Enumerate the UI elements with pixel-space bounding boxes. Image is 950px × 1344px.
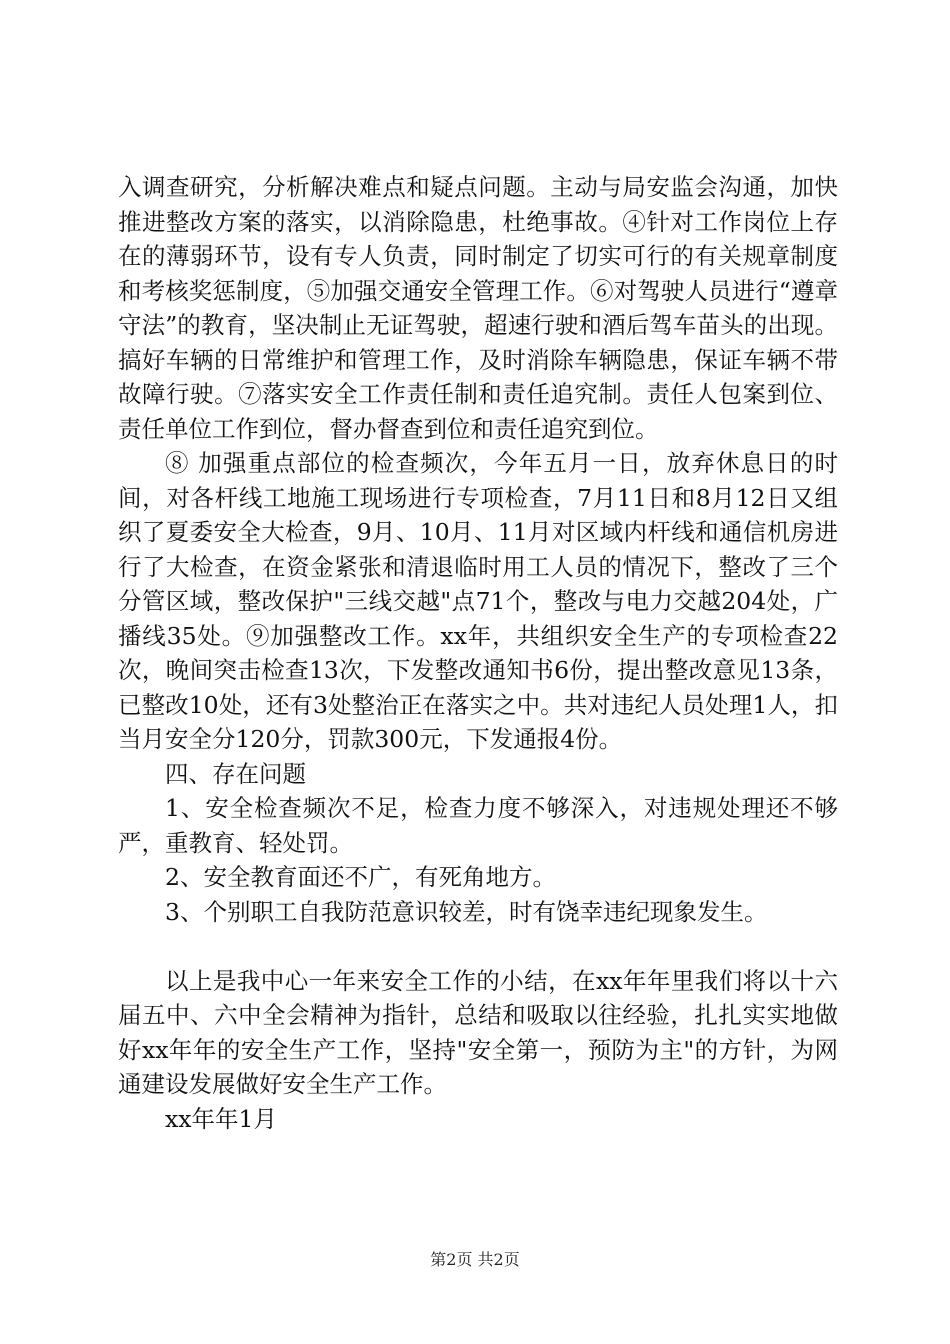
section-heading-problems: 四、存在问题 — [165, 759, 306, 788]
paragraph-safety-measures: 入调查研究，分析解决难点和疑点问题。主动与局安监会沟通，加快推进整改方案的落实，以消除隐患，杜绝事故。④针对工作岗位上存在的薄弱环节，设有专人负责，同时制定了切实可行的有关规章制度和考核奖惩制度，⑤加强交通安全管理工作。⑥对驾驶人员进行“遵章守法”的教育，坚决制止无证驾驶，超速行驶和酒后驾车苗头的出现。搞好车辆的日常维护和管理工作，及时消除车辆隐患，保证车辆不带故障行驶。⑦落实安全工作责任制和责任追究制。责任人包案到位、责任单位工作到位，督办督查到位和责任追究到位。 — [118, 173, 838, 443]
problem-item-3: 3、个别职工自我防范意识较差，时有饶幸违纪现象发生。 — [165, 897, 768, 926]
paragraph-inspections: ⑧ 加强重点部位的检查频次，今年五月一日，放弃休息日的时间，对各杆线工地施工现场进行专项检查，7月11日和8月12日又组织了夏委安全大检查，9月、10月、11月对区域内杆线和通信机房进行了大检查，在资金紧张和清退临时用工人员的情况下，整改了三个分管区域，整改保护"三线交越"点71个，整改与电力交越204处，广播线35处。⑨加强整改工作。xx年，共组织安全生产的专项检查22次，晚间突击检查13次，下发整改通知书6份，提出整改意见13条，已整改10处，还有3处整治正在落实之中。共对违纪人员处理1人，扣当月安全分120分，罚款300元，下发通报4份。 — [118, 449, 838, 753]
problem-item-1: 1、安全检查频次不足，检查力度不够深入，对违规处理还不够严，重教育、轻处罚。 — [118, 794, 838, 857]
paragraph-spacer — [118, 929, 838, 964]
document-body — [118, 170, 838, 1136]
problem-item-2: 2、安全教育面还不广，有死角地方。 — [165, 863, 556, 891]
document-date: xx年年1月 — [165, 1104, 277, 1133]
paragraph-conclusion: 以上是我中心一年来安全工作的小结，在xx年年里我们将以十六届五中、六中全会精神为指针，总结和吸取以往经验，扎扎实实地做好xx年年的安全生产工作，坚持"安全第一，预防为主"的方针，为网通建设发展做好安全生产工作。 — [118, 966, 838, 1098]
page-footer: 第2页 共2页 — [430, 1250, 520, 1269]
